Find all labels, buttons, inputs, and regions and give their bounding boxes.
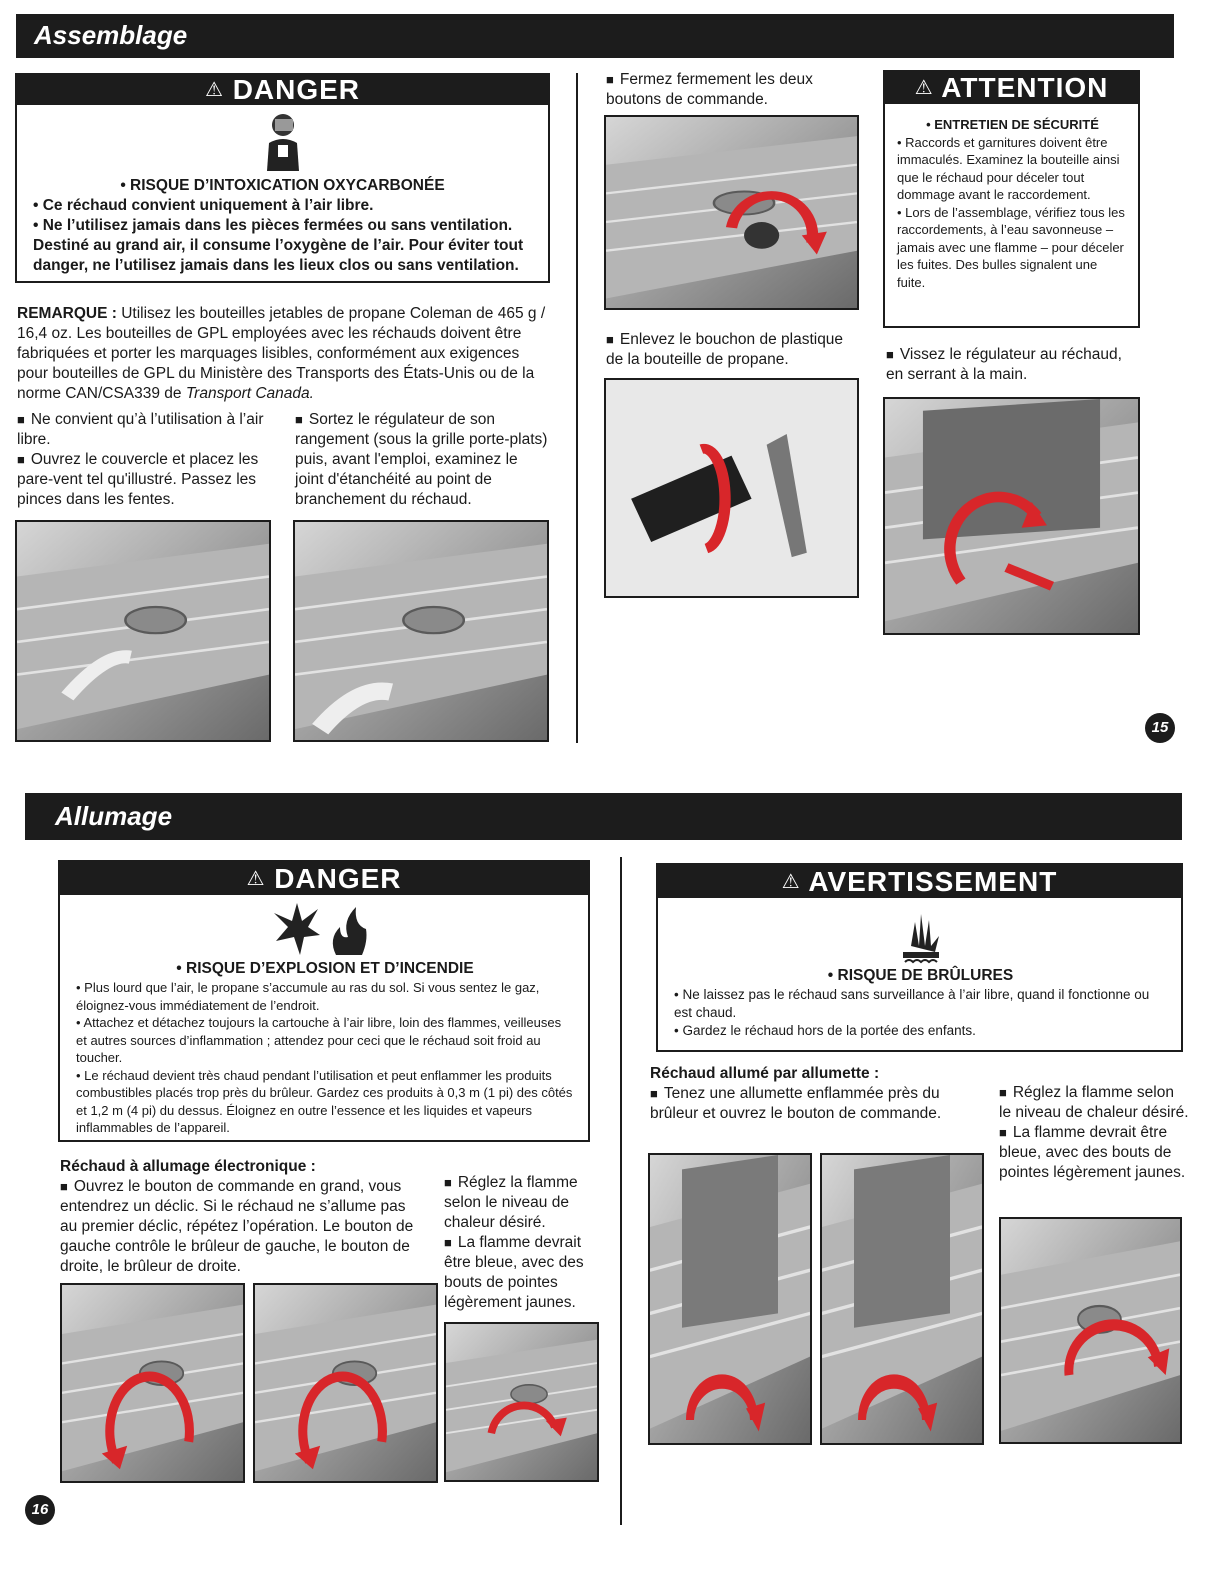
avertissement-header: ⚠ AVERTISSEMENT bbox=[658, 865, 1181, 898]
attention-title: • ENTRETIEN DE SÉCURITÉ bbox=[926, 117, 1099, 132]
attention-box bbox=[883, 70, 1140, 328]
danger-title: • RISQUE D’INTOXICATION OXYCARBONÉE bbox=[120, 177, 445, 194]
photo-match-right bbox=[820, 1153, 984, 1445]
step-item: ■ Ouvrez le couvercle et placez les pare-vent tel qu'illustré. Passez les pinces dans les fentes. bbox=[17, 450, 272, 510]
step-list-col1 bbox=[17, 410, 272, 510]
photo-left-knob bbox=[60, 1283, 245, 1483]
electronic-ignition-section bbox=[60, 1157, 425, 1277]
step-item: ■ Réglez la flamme selon le niveau de chaleur désiré. bbox=[999, 1083, 1189, 1123]
step-item: ■ Ouvrez le bouton de commande en grand, vous entendrez un déclic. Si le réchaud ne s’allume pas au premier déclic, répétez l’opération. Le bouton de gauche contrôle le brûleur de gauche, le bouton de droite, le brûleur de droite. bbox=[60, 1177, 425, 1277]
danger-line: • Ne l’utilisez jamais dans les pièces fermées ou sans ventilation. Destiné au grand air, il consume l’oxygène de l’air. Pour éviter tout danger, ne l’utilisez jamais dans les lieux clos ou sans ventilation. bbox=[33, 217, 524, 274]
danger-title: • RISQUE D’EXPLOSION ET D’INCENDIE bbox=[176, 960, 474, 977]
section-heading: Réchaud allumé par allumette : bbox=[650, 1065, 880, 1082]
warning-triangle-icon: ⚠ bbox=[914, 77, 934, 99]
step-item: ■ Tenez une allumette enflammée près du brûleur et ouvrez le bouton de commande. bbox=[650, 1084, 960, 1124]
photo-regulator-storage bbox=[293, 520, 549, 742]
photo-adjust-flame bbox=[444, 1322, 599, 1482]
hot-surface-hand-icon bbox=[658, 906, 1181, 966]
danger-line: • Plus lourd que l’air, le propane s’accumule au ras du sol. Si vous sentez le gaz, éloignez-vous immédiatement de l’endroit. bbox=[76, 980, 540, 1013]
fire-icon bbox=[326, 901, 376, 957]
step-list-col3a bbox=[606, 70, 861, 110]
column-divider bbox=[620, 857, 622, 1525]
section-heading: Réchaud à allumage électronique : bbox=[60, 1158, 316, 1175]
step-list-col4 bbox=[886, 345, 1136, 385]
step-item: ■ Enlevez le bouchon de plastique de la bouteille de propane. bbox=[606, 330, 861, 370]
page-number-15: 15 bbox=[1145, 713, 1175, 743]
warning-triangle-icon: ⚠ bbox=[246, 868, 266, 890]
step-list-col2 bbox=[295, 410, 550, 510]
warning-triangle-icon: ⚠ bbox=[204, 79, 224, 101]
step-item: ■ Ne convient qu’à l’utilisation à l’air libre. bbox=[17, 410, 272, 450]
photo-propane-cylinder bbox=[604, 378, 859, 598]
photo-attach-regulator bbox=[883, 397, 1140, 635]
electronic-ignition-notes bbox=[444, 1173, 594, 1313]
match-ignition-notes bbox=[999, 1083, 1189, 1183]
photo-close-knobs bbox=[604, 115, 859, 310]
step-item: ■ Réglez la flamme selon le niveau de chaleur désiré. bbox=[444, 1173, 594, 1233]
attention-line: • Raccords et garnitures doivent être immaculés. Examinez la bouteille ainsi que le réchaud pour déceler tout dommage avant le raccordement. bbox=[897, 134, 1120, 202]
danger-line: • Ce réchaud convient uniquement à l’air libre. bbox=[33, 197, 374, 214]
step-item: ■ La flamme devrait être bleue, avec des bouts de pointes légèrement jaunes. bbox=[999, 1123, 1189, 1183]
warning-triangle-icon: ⚠ bbox=[781, 871, 801, 893]
attention-line: • Lors de l’assemblage, vérifiez tous les raccordements, à l’eau savonneuse – jamais avec une flamme – pour déceler les fuites. Des bulles signalent une fuite. bbox=[897, 204, 1125, 290]
attention-header: ⚠ ATTENTION bbox=[885, 72, 1138, 104]
match-ignition-section bbox=[650, 1064, 960, 1124]
photo-match-adjust bbox=[999, 1217, 1182, 1444]
section-banner-assemblage: Assemblage bbox=[16, 14, 1174, 58]
photo-windscreen bbox=[15, 520, 271, 742]
danger-box-co bbox=[15, 73, 550, 283]
person-breathing-icon bbox=[17, 111, 548, 176]
danger-box-explosion bbox=[58, 860, 590, 1142]
danger-header: ⚠ DANGER bbox=[17, 75, 548, 105]
photo-match-left bbox=[648, 1153, 812, 1445]
step-list-col3b bbox=[606, 330, 861, 370]
explosion-icon bbox=[272, 901, 322, 957]
step-item: ■ Vissez le régulateur au réchaud, en serrant à la main. bbox=[886, 345, 1136, 385]
page-number-16: 16 bbox=[25, 1495, 55, 1525]
avertissement-line: • Ne laissez pas le réchaud sans surveillance à l’air libre, quand il fonctionne ou est chaud. bbox=[674, 987, 1150, 1020]
avertissement-box bbox=[656, 863, 1183, 1052]
danger-line: • Le réchaud devient très chaud pendant l’utilisation et peut enflammer les produits combustibles placés trop près du brûleur. Gardez ces produits à 0,3 m (1 pi) des côtés et 1,2 m (4 pi) du dessus. Éloignez en outre l’essence et les liquides et vapeurs inflammables de l’appareil. bbox=[76, 1067, 573, 1135]
column-divider bbox=[576, 73, 578, 743]
remarque-paragraph: REMARQUE : Utilisez les bouteilles jetables de propane Coleman de 465 g / 16,4 oz. Les bouteilles de GPL employées avec les réchauds doivent être fabriquées et porter les marquages lisibles, conformément aux exigences pour bouteilles de GPL du Ministère des Transports des États-Unis ou de la norme CAN/CSA339 de Transport Canada. bbox=[17, 305, 546, 402]
photo-right-knob bbox=[253, 1283, 438, 1483]
step-item: ■ Sortez le régulateur de son rangement (sous la grille porte-plats) puis, avant l'emploi, examinez le joint d'étanchéité au point de branchement du réchaud. bbox=[295, 410, 550, 510]
danger-header: ⚠ DANGER bbox=[60, 862, 588, 895]
step-item: ■ Fermez fermement les deux boutons de commande. bbox=[606, 70, 861, 110]
avertissement-title: • RISQUE DE BRÛLURES bbox=[827, 967, 1014, 984]
step-item: ■ La flamme devrait être bleue, avec des bouts de pointes légèrement jaunes. bbox=[444, 1233, 594, 1313]
section-banner-allumage: Allumage bbox=[25, 793, 1182, 840]
danger-line: • Attachez et détachez toujours la cartouche à l’air libre, loin des flammes, veilleuses et autres sources d’inflammation ; attendez pour ceci que le réchaud soit froid au toucher. bbox=[76, 1015, 562, 1065]
avertissement-line: • Gardez le réchaud hors de la portée des enfants. bbox=[674, 1023, 976, 1038]
